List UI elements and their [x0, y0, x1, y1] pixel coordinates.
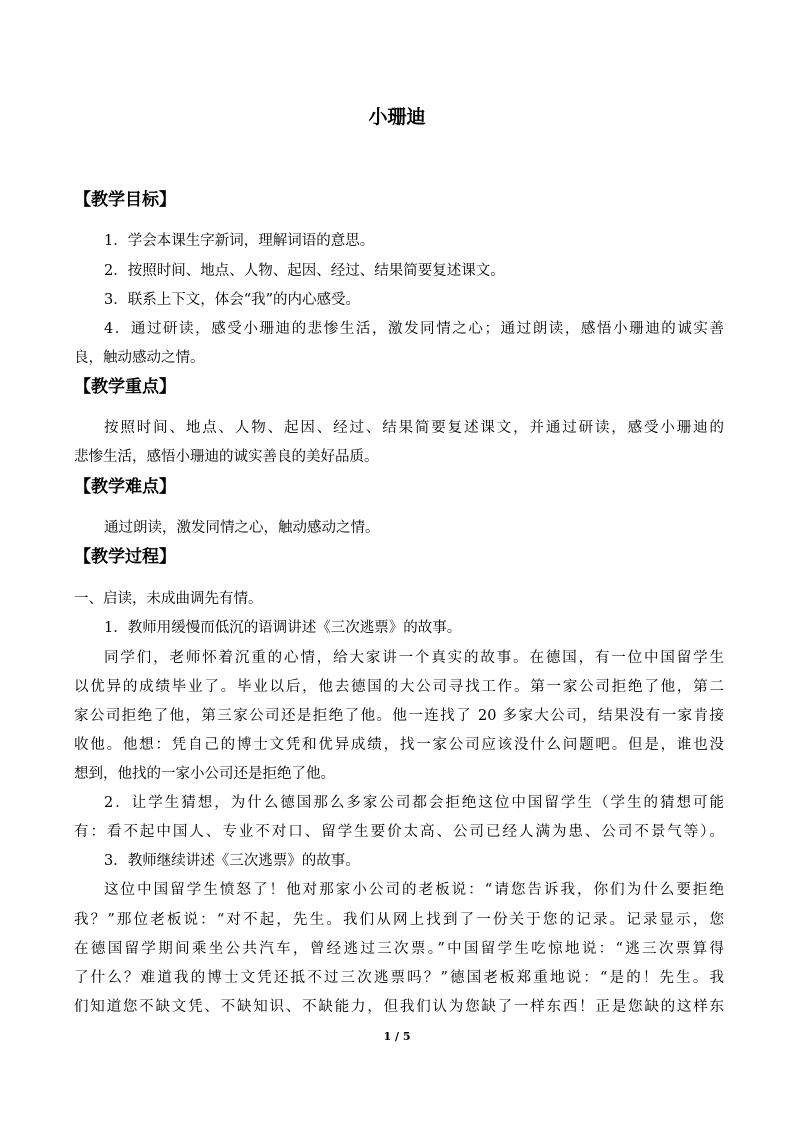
text-line: 有：看不起中国人、专业不对口、留学生要价太高、公司已经人满为患、公司不景气等）。 [74, 824, 724, 840]
text-line: 一、启读，未成曲调先有情。 [74, 591, 263, 607]
page-number: 1 / 5 [383, 1030, 411, 1043]
section-heading-key-points: 【教学重点】 [74, 377, 176, 397]
text-line: 想到，他找的一家小公司还是拒绝了他。 [74, 766, 335, 782]
page-title: 小珊迪 [368, 106, 426, 128]
text-line: 家公司拒绝了他，第三家公司还是拒绝了他。他一连找了 20 多家大公司，结果没有一家肯接 [74, 708, 724, 724]
text-line: 按照时间、地点、人物、起因、经过、结果简要复述课文，并通过研读，感受小珊迪的 [104, 420, 724, 436]
text-line: 们知道您不缺文凭、不缺知识、不缺能力，但我们认为您缺了一样东西！正是您缺的这样东 [74, 999, 724, 1015]
text-line: 收他。他想：凭自己的博士文凭和优异成绩，找一家公司应该没什么问题吧。但是，谁也没 [74, 737, 724, 753]
text-line: 1．学会本课生字新词，理解词语的意思。 [104, 233, 375, 249]
text-line: 良，触动感动之情。 [74, 350, 205, 366]
text-line: 悲惨生活，感悟小珊迪的诚实善良的美好品质。 [74, 449, 379, 465]
text-line: 3．教师继续讲述《三次逃票》的故事。 [104, 853, 360, 869]
text-line: 同学们，老师怀着沉重的心情，给大家讲一个真实的故事。在德国，有一位中国留学生 [104, 650, 724, 666]
text-line: 在德国留学期间乘坐公共汽车，曾经逃过三次票。”中国留学生吃惊地说：“逃三次票算得 [74, 941, 724, 957]
text-line: 2．按照时间、地点、人物、起因、经过、结果简要复述课文。 [104, 263, 505, 279]
text-line: 了什么？难道我的博士文凭还抵不过三次逃票吗？”德国老板郑重地说：“是的！先生。我 [74, 970, 724, 986]
text-line: 3．联系上下文，体会“我”的内心感受。 [104, 292, 361, 308]
section-heading-difficulties: 【教学难点】 [74, 477, 176, 497]
text-line: 2．让学生猜想，为什么德国那么多家公司都会拒绝这位中国留学生（学生的猜想可能 [104, 795, 724, 811]
section-heading-goals: 【教学目标】 [74, 190, 176, 210]
text-line: 4．通过研读，感受小珊迪的悲惨生活，激发同情之心；通过朗读，感悟小珊迪的诚实善 [104, 321, 724, 337]
text-line: 这位中国留学生愤怒了！他对那家小公司的老板说：“请您告诉我，你们为什么要拒绝 [104, 882, 724, 898]
text-line: 以优异的成绩毕业了。毕业以后，他去德国的大公司寻找工作。第一家公司拒绝了他，第二 [74, 679, 724, 695]
text-line: 1．教师用缓慢而低沉的语调讲述《三次逃票》的故事。 [104, 620, 462, 636]
text-line: 我？”那位老板说：“对不起，先生。我们从网上找到了一份关于您的记录。记录显示，您 [74, 912, 724, 928]
section-heading-process: 【教学过程】 [74, 547, 176, 567]
text-line: 通过朗读，激发同情之心，触动感动之情。 [104, 520, 380, 536]
